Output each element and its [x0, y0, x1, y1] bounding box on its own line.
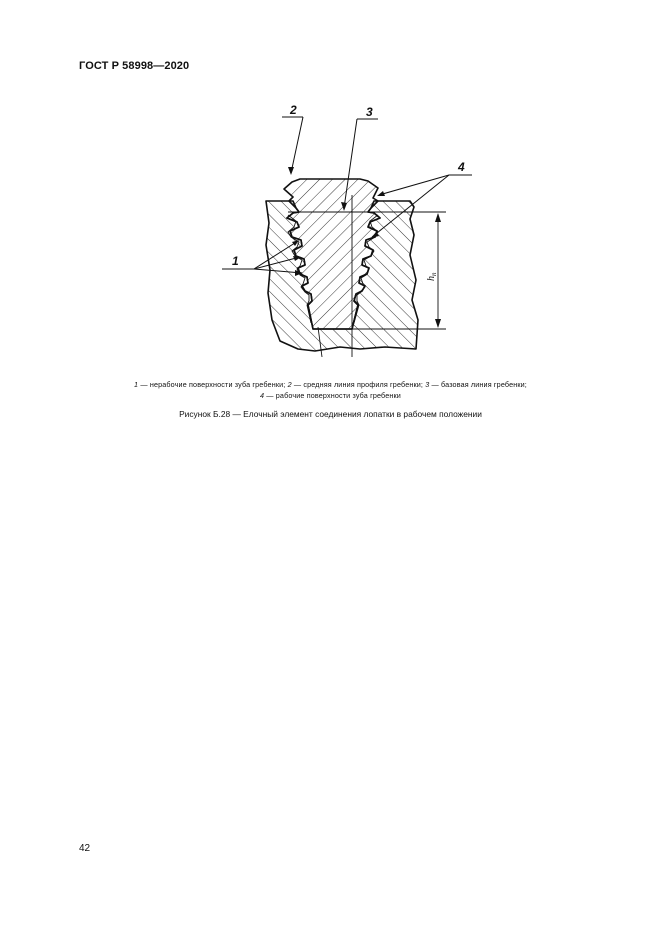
legend-number-4: 4 [260, 390, 265, 400]
legend-line-1 [60, 380, 601, 391]
callout-2-label: 2 [290, 103, 297, 117]
dimension-symbol: h [426, 276, 437, 281]
callout-1-label: 1 [232, 254, 239, 268]
dimension-subscript: п [430, 272, 438, 276]
legend-text-2: — средняя линия профиля гребенки; [291, 380, 426, 389]
fir-tree-joint-drawing [200, 95, 500, 370]
svg-text:hп [426, 272, 438, 281]
legend-number-2: 2 [287, 380, 292, 389]
page-number: 42 [79, 843, 91, 854]
height-dimension [426, 213, 441, 328]
legend-text-3: — базовая линия гребенки; [429, 380, 527, 389]
figure-caption: Рисунок Б.28 — Елочный элемент соединения лопатки в рабочем положении [179, 409, 482, 419]
fir-tree-joint-figure [200, 95, 500, 370]
legend-line-2 [60, 391, 601, 402]
legend-number-3: 3 [425, 380, 430, 389]
callout-2 [282, 103, 303, 175]
legend-text-4: — рабочие поверхности зуба гребенки [264, 390, 401, 400]
legend-number-1: 1 [134, 380, 139, 389]
callout-4-label: 4 [458, 160, 465, 174]
standard-number: ГОСТ Р 58998—2020 [79, 60, 190, 72]
document-header [79, 60, 189, 72]
callout-3-label: 3 [366, 105, 373, 119]
figure-legend [60, 380, 601, 401]
legend-text-1: — нерабочие поверхности зуба гребенки; [138, 380, 288, 389]
